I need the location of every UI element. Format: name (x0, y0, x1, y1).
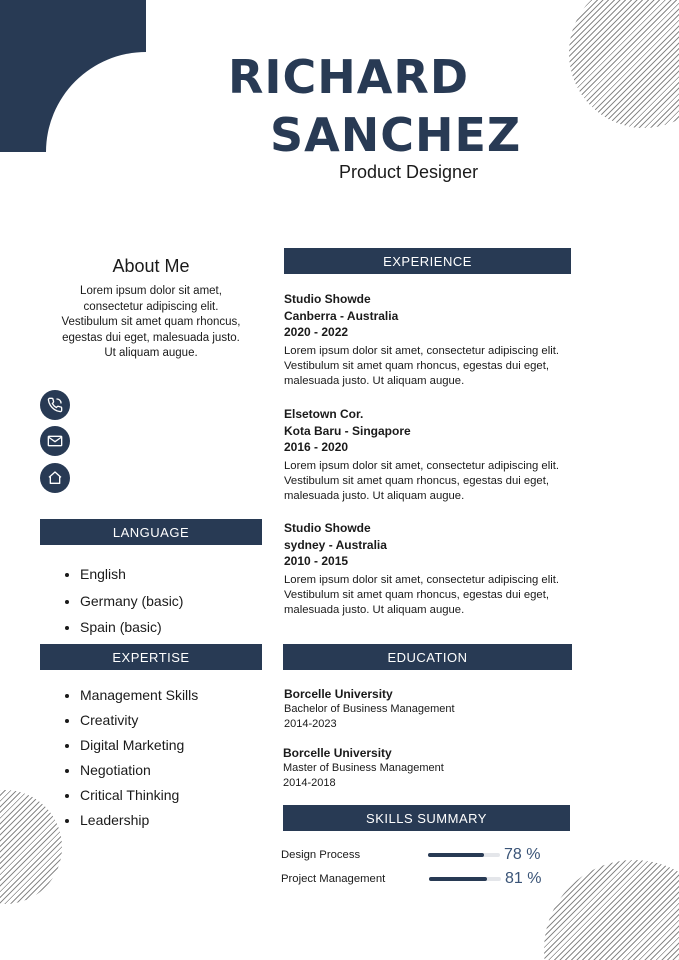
education-entry (283, 745, 543, 791)
job-description: Lorem ipsum dolor sit amet, consectetur adipiscing elit. Vestibulum sit amet quam rhoncus, egestas dui eget, malesuada justo. Ut aliquam augue. (284, 459, 560, 502)
employment-period: 2010 - 2015 (284, 554, 349, 568)
company-name: Studio Showde (284, 292, 371, 306)
home-icon[interactable] (40, 463, 70, 493)
last-name: SANCHEZ (270, 108, 522, 162)
company-location: Kota Baru - Singapore (284, 423, 411, 438)
corner-decoration (0, 0, 146, 152)
education-period: 2014-2018 (283, 777, 336, 789)
experience-entry (284, 291, 594, 389)
school-name: Borcelle University (284, 687, 393, 701)
phone-icon[interactable] (40, 390, 70, 420)
employment-period: 2016 - 2020 (284, 440, 349, 454)
language-list (40, 561, 262, 641)
skill-bar (429, 877, 501, 881)
degree: Bachelor of Business Management (284, 703, 455, 715)
skill-percent: 81 % (505, 870, 542, 887)
school-name: Borcelle University (283, 746, 392, 760)
striped-circle-decoration (544, 860, 679, 960)
mail-icon[interactable] (40, 426, 70, 456)
job-description: Lorem ipsum dolor sit amet, consectetur adipiscing elit. Vestibulum sit amet quam rhoncus, egestas dui eget, malesuada justo. Ut aliquam augue. (284, 573, 560, 616)
experience-header: EXPERIENCE (284, 248, 571, 274)
experience-entry (284, 520, 594, 618)
company-name: Studio Showde (284, 521, 371, 535)
skill-percent: 78 % (504, 846, 541, 863)
about-title: About Me (112, 256, 190, 276)
language-header: LANGUAGE (40, 519, 262, 545)
job-description: Lorem ipsum dolor sit amet, consectetur adipiscing elit. Vestibulum sit amet quam rhoncus, egestas dui eget, malesuada justo. Ut aliquam augue. (284, 344, 560, 387)
expertise-header: EXPERTISE (40, 644, 262, 670)
education-header: EDUCATION (283, 644, 572, 670)
list-item: • Critical Thinking (80, 783, 262, 808)
list-item: • Creativity (80, 708, 262, 733)
list-item: • Management Skills (80, 683, 262, 708)
list-item: • Negotiation (80, 758, 262, 783)
list-item: • Digital Marketing (80, 733, 262, 758)
education-period: 2014-2023 (284, 718, 337, 730)
first-name: RICHARD (228, 50, 469, 104)
skill-bar-fill (428, 853, 484, 857)
about-text: Lorem ipsum dolor sit amet, consectetur adipiscing elit. Vestibulum sit amet quam rhoncus, egestas dui eget, malesuada justo. Ut aliquam augue. (61, 285, 241, 359)
skill-label: Design Process (281, 849, 361, 861)
experience-entry (284, 406, 594, 504)
degree: Master of Business Management (283, 762, 444, 774)
company-location: Canberra - Australia (284, 308, 399, 323)
list-item: • Germany (basic) (80, 588, 262, 615)
striped-circle-decoration (569, 0, 679, 128)
list-item: • English (80, 561, 262, 588)
company-name: Elsetown Cor. (284, 407, 364, 421)
list-item: • Spain (basic) (80, 614, 262, 641)
skill-label: Project Management (281, 873, 386, 885)
list-item: • Leadership (80, 808, 262, 833)
employment-period: 2020 - 2022 (284, 325, 349, 339)
skill-bar (428, 853, 500, 857)
skills-header: SKILLS SUMMARY (283, 805, 570, 831)
expertise-list (40, 683, 262, 833)
skill-bar-fill (429, 877, 487, 881)
company-location: sydney - Australia (284, 537, 387, 552)
education-entry (284, 686, 544, 732)
job-title: Product Designer (339, 162, 479, 182)
